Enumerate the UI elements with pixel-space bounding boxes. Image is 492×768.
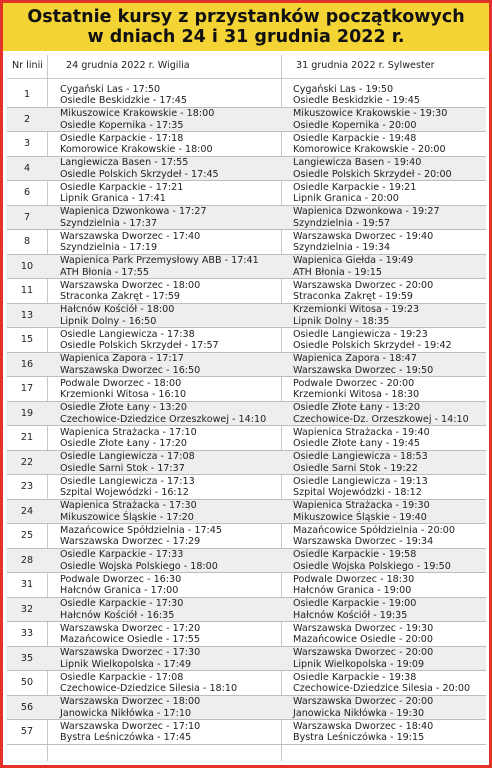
line-number: 24 <box>20 505 34 517</box>
departure-text: ATH Błonia - 17:55 <box>60 266 149 278</box>
departure-text: Osiedle Polskich Skrzydeł - 17:45 <box>60 168 219 180</box>
departure-text: Wapienica Park Przemysłowy ABB - 17:41 <box>60 255 259 266</box>
departure-text: Osiedle Kopernika - 17:35 <box>60 119 184 131</box>
line-number: 16 <box>20 358 34 370</box>
departure-text: Osiedle Karpackie - 17:21 <box>60 181 184 193</box>
departure-text: Warszawska Dworzec - 19:40 <box>293 230 434 242</box>
christmas-eve-stops <box>60 426 280 451</box>
departure-text: Hałcnów Kościół - 16:35 <box>60 609 175 621</box>
table-row <box>7 647 486 672</box>
table-row <box>7 426 486 451</box>
departure-text: Janowicka Nikłówka - 19:30 <box>293 707 425 719</box>
departure-text: Osiedle Langiewicza - 19:23 <box>293 328 428 340</box>
departure-text: Wapienica Strażacka - 17:30 <box>60 500 197 511</box>
christmas-eve-stops <box>60 377 280 402</box>
departure-text: Osiedle Karpackie - 17:30 <box>60 598 184 609</box>
new-years-eve-stops <box>293 328 486 353</box>
departure-text: Osiedle Złote Łany - 17:20 <box>60 438 187 449</box>
departure-text: Bystra Leśniczówka - 19:15 <box>293 732 425 743</box>
departure-text: Lipnik Wielkopolska - 19:09 <box>293 658 425 670</box>
departure-text: Osiedle Złote Łany - 13:20 <box>60 402 187 413</box>
departure-text: Warszawska Dworzec - 17:30 <box>60 647 201 658</box>
line-number: 31 <box>20 579 34 590</box>
title-line-1: Ostatnie kursy z przystanków początkowych <box>27 7 465 27</box>
new-years-eve-stops <box>293 524 486 549</box>
departure-text: Straconka Zakręt - 19:59 <box>293 291 414 302</box>
departure-text: Hałcnów Granica - 19:00 <box>293 585 412 596</box>
new-years-eve-stops <box>293 206 486 231</box>
departure-text: Osiedle Langiewicza - 19:13 <box>293 475 428 487</box>
departure-text: Szpital Wojewódzki - 18:12 <box>293 487 422 498</box>
christmas-eve-stops <box>60 132 280 157</box>
christmas-eve-stops <box>60 500 280 525</box>
christmas-eve-stops <box>60 206 280 231</box>
table-row <box>7 402 486 427</box>
departure-text: Warszawska Dworzec - 19:34 <box>293 536 434 547</box>
new-years-eve-stops <box>293 696 486 721</box>
departure-text: Wapienica Zapora - 18:47 <box>293 353 417 364</box>
line-number: 25 <box>20 530 34 541</box>
departure-text: Langiewicza Basen - 19:40 <box>293 157 422 168</box>
departure-text: Osiedle Sarni Stok - 17:37 <box>60 462 185 474</box>
departure-text: Osiedle Karpackie - 17:08 <box>60 671 184 683</box>
table-row <box>7 671 486 696</box>
line-number: 4 <box>23 162 31 174</box>
new-years-eve-stops <box>293 83 486 108</box>
departure-text: Krzemionki Witosa - 19:23 <box>293 304 420 315</box>
table-row <box>7 83 486 108</box>
departure-text: Podwale Dworzec - 18:00 <box>60 377 182 389</box>
departure-text: ATH Błonia - 19:15 <box>293 266 382 278</box>
christmas-eve-stops <box>60 353 280 378</box>
departure-text: Krzemionki Witosa - 16:10 <box>60 389 187 400</box>
departure-text: Lipnik Dolny - 18:35 <box>293 315 390 327</box>
departure-text: Warszawska Dworzec - 18:00 <box>60 696 201 707</box>
departure-text: Wapienica Strażacka - 17:10 <box>60 426 197 438</box>
departure-text: Wapienica Strażacka - 19:40 <box>293 426 430 438</box>
christmas-eve-stops <box>60 573 280 598</box>
departure-text: Szyndzielnia - 17:37 <box>60 217 158 229</box>
departure-text: Osiedle Karpackie - 19:21 <box>293 181 417 193</box>
line-number: 3 <box>23 138 31 149</box>
christmas-eve-stops <box>60 647 280 672</box>
departure-text: Szyndzielnia - 17:19 <box>60 242 158 253</box>
departure-text: Bystra Leśniczówka - 17:45 <box>60 732 192 743</box>
line-number: 13 <box>20 309 34 321</box>
departure-text: Czechowice-Dziedzice Silesia - 20:00 <box>293 683 471 694</box>
departure-text: Mikuszowice Krakowskie - 18:00 <box>60 108 215 119</box>
christmas-eve-stops <box>60 622 280 647</box>
departure-text: Szyndzielnia - 19:34 <box>293 242 391 253</box>
table-row <box>7 181 486 206</box>
departure-text: Warszawska Dworzec - 17:40 <box>60 230 201 242</box>
departure-text: Komorowice Krakowskie - 20:00 <box>293 144 446 155</box>
departure-text: Langiewicza Basen - 17:55 <box>60 157 189 168</box>
christmas-eve-stops <box>60 720 280 745</box>
new-years-eve-stops <box>293 451 486 476</box>
departure-text: Warszawska Dworzec - 20:00 <box>293 279 434 291</box>
line-number: 11 <box>20 285 34 296</box>
departure-text: Hałcnów Granica - 17:00 <box>60 585 179 596</box>
departure-text: Osiedle Karpackie - 19:58 <box>293 549 417 560</box>
departure-text: Lipnik Dolny - 16:50 <box>60 315 157 327</box>
column-header-christmas-eve: 24 grudnia 2022 r. Wigilia <box>66 60 190 71</box>
line-number: 35 <box>20 652 34 664</box>
new-years-eve-stops <box>293 304 486 329</box>
table-row <box>7 230 486 255</box>
christmas-eve-stops <box>60 230 280 255</box>
departure-text: Warszawska Dworzec - 18:40 <box>293 720 434 732</box>
christmas-eve-stops <box>60 279 280 304</box>
line-number: 17 <box>20 383 34 394</box>
departure-text: Straconka Zakręt - 17:59 <box>60 291 181 302</box>
departure-text: Wapienica Giełda - 19:49 <box>293 255 414 266</box>
departure-text: Mikuszowice Śląskie - 19:40 <box>293 511 427 523</box>
new-years-eve-stops <box>293 279 486 304</box>
departure-text: Hałcnów Kościół - 19:35 <box>293 609 408 621</box>
table-row <box>7 304 486 329</box>
table-row <box>7 500 486 525</box>
departure-text: Mazańcowice Spółdzielnia - 20:00 <box>293 524 456 536</box>
departure-text: Wapienica Zapora - 17:17 <box>60 353 184 364</box>
column-header-line-number: Nr linii <box>12 60 43 71</box>
departure-text: Osiedle Polskich Skrzydeł - 20:00 <box>293 168 452 180</box>
departure-text: Osiedle Karpackie - 19:00 <box>293 598 417 609</box>
new-years-eve-stops <box>293 475 486 500</box>
line-number: 22 <box>20 456 34 468</box>
line-number: 6 <box>23 187 31 198</box>
new-years-eve-stops <box>293 230 486 255</box>
departure-text: Osiedle Sarni Stok - 19:22 <box>293 462 418 474</box>
departure-text: Osiedle Beskidzkie - 17:45 <box>60 95 187 106</box>
new-years-eve-stops <box>293 255 486 280</box>
table-row <box>7 696 486 721</box>
departure-text: Warszawska Dworzec - 18:00 <box>60 279 201 291</box>
table-row <box>7 524 486 549</box>
new-years-eve-stops <box>293 132 486 157</box>
new-years-eve-stops <box>293 108 486 133</box>
departure-text: Mazańcowice Osiedle - 17:55 <box>60 634 201 645</box>
departure-text: Warszawska Dworzec - 16:50 <box>60 364 201 376</box>
table-row <box>7 132 486 157</box>
christmas-eve-stops <box>60 108 280 133</box>
line-number: 28 <box>20 554 34 566</box>
departure-text: Osiedle Langiewicza - 17:38 <box>60 328 195 340</box>
departure-text: Mazańcowice Osiedle - 20:00 <box>293 634 434 645</box>
departure-text: Osiedle Wojska Polskiego - 18:00 <box>60 560 218 572</box>
new-years-eve-stops <box>293 426 486 451</box>
departure-text: Lipnik Granica - 17:41 <box>60 193 166 204</box>
new-years-eve-stops <box>293 622 486 647</box>
departure-text: Szpital Wojewódzki - 16:12 <box>60 487 189 498</box>
new-years-eve-stops <box>293 598 486 623</box>
line-number: 10 <box>20 260 34 272</box>
title-banner <box>3 3 489 51</box>
christmas-eve-stops <box>60 475 280 500</box>
table-row <box>7 573 486 598</box>
departure-text: Wapienica Dzwonkowa - 19:27 <box>293 206 440 217</box>
departure-text: Wapienica Dzwonkowa - 17:27 <box>60 206 207 217</box>
line-number: 8 <box>23 236 31 247</box>
table-row <box>7 377 486 402</box>
line-number: 19 <box>20 407 34 419</box>
new-years-eve-stops <box>293 181 486 206</box>
new-years-eve-stops <box>293 500 486 525</box>
schedule-table <box>7 83 486 745</box>
line-number: 56 <box>20 701 34 713</box>
departure-text: Lipnik Granica - 20:00 <box>293 193 399 204</box>
new-years-eve-stops <box>293 377 486 402</box>
new-years-eve-stops <box>293 549 486 574</box>
table-row <box>7 279 486 304</box>
new-years-eve-stops <box>293 402 486 427</box>
departure-text: Warszawska Dworzec - 20:00 <box>293 696 434 707</box>
departure-text: Mikuszowice Śląskie - 17:20 <box>60 511 194 523</box>
departure-text: Mazańcowice Spółdzielnia - 17:45 <box>60 524 223 536</box>
christmas-eve-stops <box>60 451 280 476</box>
departure-text: Osiedle Langiewicza - 17:08 <box>60 451 195 462</box>
line-number: 57 <box>20 726 34 737</box>
departure-text: Lipnik Wielkopolska - 17:49 <box>60 658 192 670</box>
table-row <box>7 255 486 280</box>
departure-text: Osiedle Beskidzkie - 19:45 <box>293 95 420 106</box>
christmas-eve-stops <box>60 304 280 329</box>
table-row <box>7 598 486 623</box>
christmas-eve-stops <box>60 696 280 721</box>
line-number: 2 <box>23 113 31 125</box>
table-row <box>7 549 486 574</box>
table-row <box>7 108 486 133</box>
departure-text: Osiedle Wojska Polskiego - 19:50 <box>293 560 451 572</box>
departure-text: Podwale Dworzec - 18:30 <box>293 573 415 585</box>
departure-text: Komorowice Krakowskie - 18:00 <box>60 144 213 155</box>
departure-text: Podwale Dworzec - 20:00 <box>293 377 415 389</box>
christmas-eve-stops <box>60 402 280 427</box>
table-row <box>7 353 486 378</box>
line-number: 7 <box>23 211 31 223</box>
new-years-eve-stops <box>293 647 486 672</box>
new-years-eve-stops <box>293 720 486 745</box>
departure-text: Krzemionki Witosa - 18:30 <box>293 389 420 400</box>
departure-text: Osiedle Złote Łany - 13:20 <box>293 402 420 413</box>
departure-text: Osiedle Karpackie - 19:48 <box>293 132 417 144</box>
departure-text: Czechowice-Dz. Orzeszkowej - 14:10 <box>293 413 469 425</box>
departure-text: Wapienica Strażacka - 19:30 <box>293 500 430 511</box>
christmas-eve-stops <box>60 328 280 353</box>
departure-text: Czechowice-Dziedzice Orzeszkowej - 14:10 <box>60 413 267 425</box>
departure-text: Warszawska Dworzec - 19:50 <box>293 364 434 376</box>
new-years-eve-stops <box>293 353 486 378</box>
table-row <box>7 451 486 476</box>
departure-text: Osiedle Polskich Skrzydeł - 17:57 <box>60 340 219 351</box>
christmas-eve-stops <box>60 83 280 108</box>
line-number: 50 <box>20 677 34 688</box>
departure-text: Hałcnów Kościół - 18:00 <box>60 304 175 315</box>
title-line-2: w dniach 24 i 31 grudnia 2022 r. <box>87 27 405 47</box>
line-number: 33 <box>20 628 34 639</box>
table-row <box>7 206 486 231</box>
departure-text: Warszawska Dworzec - 17:10 <box>60 720 201 732</box>
departure-text: Warszawska Dworzec - 19:30 <box>293 622 434 634</box>
departure-text: Osiedle Polskich Skrzydeł - 19:42 <box>293 340 452 351</box>
departure-text: Osiedle Kopernika - 20:00 <box>293 119 417 131</box>
header-divider <box>7 78 486 79</box>
departure-text: Osiedle Langiewicza - 17:13 <box>60 475 195 487</box>
line-number: 1 <box>23 89 31 100</box>
christmas-eve-stops <box>60 671 280 696</box>
christmas-eve-stops <box>60 524 280 549</box>
departure-text: Osiedle Langiewicza - 18:53 <box>293 451 428 462</box>
table-row <box>7 622 486 647</box>
line-number: 15 <box>20 334 34 345</box>
departure-text: Osiedle Karpackie - 17:33 <box>60 549 184 560</box>
line-number: 21 <box>20 432 34 443</box>
new-years-eve-stops <box>293 573 486 598</box>
line-number: 23 <box>20 481 34 492</box>
christmas-eve-stops <box>60 549 280 574</box>
departure-text: Warszawska Dworzec - 20:00 <box>293 647 434 658</box>
table-row <box>7 475 486 500</box>
departure-text: Warszawska Dworzec - 17:20 <box>60 622 201 634</box>
departure-text: Czechowice-Dziedzice Silesia - 18:10 <box>60 683 238 694</box>
departure-text: Podwale Dworzec - 16:30 <box>60 573 182 585</box>
departure-text: Osiedle Karpackie - 19:38 <box>293 671 417 683</box>
table-row <box>7 328 486 353</box>
table-row <box>7 720 486 745</box>
christmas-eve-stops <box>60 598 280 623</box>
departure-text: Osiedle Złote Łany - 19:45 <box>293 438 420 449</box>
departure-text: Janowicka Nikłówka - 17:10 <box>60 707 192 719</box>
departure-text: Warszawska Dworzec - 17:29 <box>60 536 201 547</box>
new-years-eve-stops <box>293 671 486 696</box>
column-header-new-years-eve: 31 grudnia 2022 r. Sylwester <box>296 60 435 71</box>
departure-text: Mikuszowice Krakowskie - 19:30 <box>293 108 448 119</box>
new-years-eve-stops <box>293 157 486 182</box>
departure-text: Osiedle Karpackie - 17:18 <box>60 132 184 144</box>
departure-text: Cygański Las - 17:50 <box>60 83 161 95</box>
departure-text: Cygański Las - 19:50 <box>293 83 394 95</box>
table-row <box>7 157 486 182</box>
line-number: 32 <box>20 603 34 615</box>
christmas-eve-stops <box>60 255 280 280</box>
christmas-eve-stops <box>60 181 280 206</box>
christmas-eve-stops <box>60 157 280 182</box>
departure-text: Szyndzielnia - 19:57 <box>293 217 391 229</box>
